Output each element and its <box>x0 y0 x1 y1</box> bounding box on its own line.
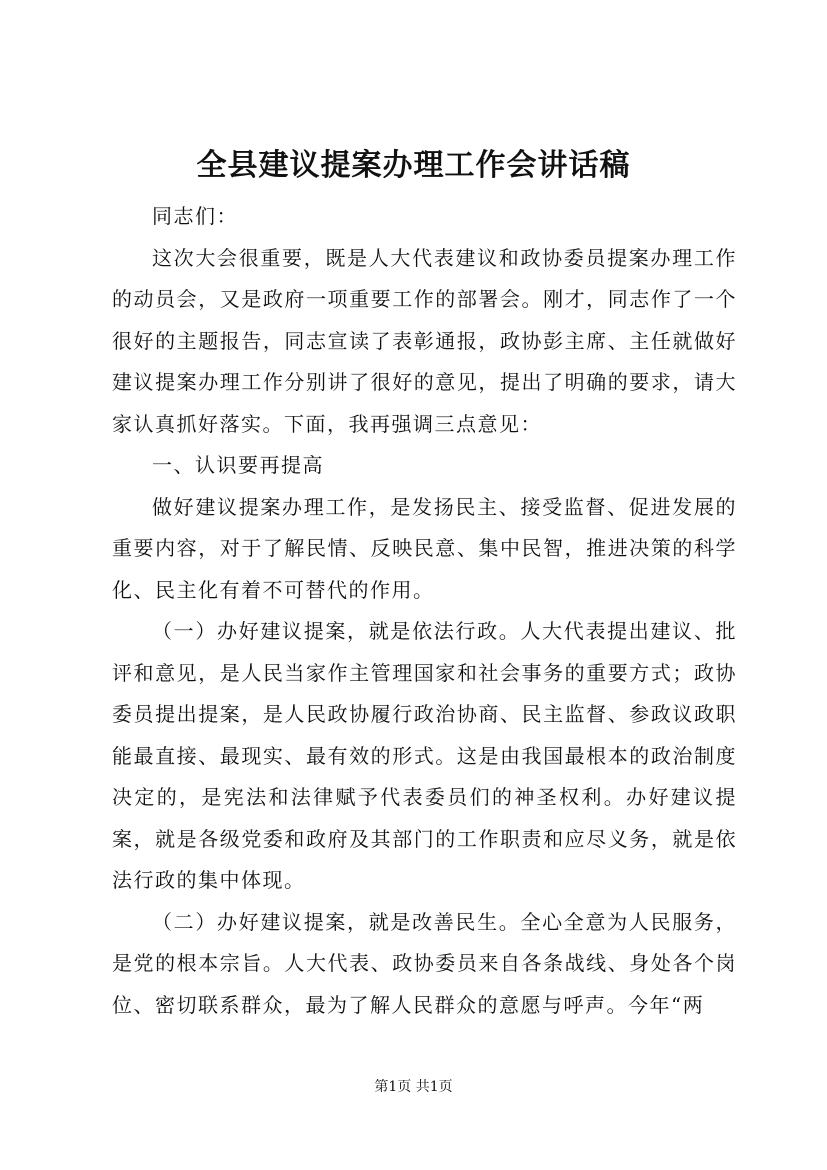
salutation-paragraph: 同志们： <box>152 204 238 228</box>
body-paragraph: （一）办好建议提案，就是依法行政。人大代表提出建议、批评和意见，是人民当家作主管理国家和社会事务的重要方式；政协委员提出提案，是人民政协履行政治协商、民主监督、参政议政职能最直接、最现实、最有效的形式。这是由我国最根本的政治制度决定的，是宪法和法律赋予代表委员们的神圣权利。办好建议提案，就是各级党委和政府及其部门的工作职责和应尽义务，就是依法行政的集中体现。 <box>112 619 737 892</box>
body-paragraph: 这次大会很重要，既是人大代表建议和政协委员提案办理工作的动员会，又是政府一项重要工作的部署会。刚才，同志作了一个很好的主题报告，同志宣读了表彰通报，政协彭主席、主任就做好建议提案办理工作分别讲了很好的意见，提出了明确的要求，请大家认真抓好落实。下面，我再强调三点意见： <box>112 245 737 436</box>
document-title: 全县建议提案办理工作会讲话稿 <box>196 148 631 183</box>
page-footer: 第1页 共1页 <box>374 1079 453 1095</box>
body-paragraph: 做好建议提案办理工作，是发扬民主、接受监督、促进发展的重要内容，对于了解民情、反映民意、集中民智，推进决策的科学化、民主化有着不可替代的作用。 <box>112 494 737 602</box>
document-body <box>112 196 737 1026</box>
section-heading: 一、认识要再提高 <box>152 453 324 477</box>
body-paragraph: （二）办好建议提案，就是改善民生。全心全意为人民服务，是党的根本宗旨。人大代表、政协委员来自各条战线、身处各个岗位、密切联系群众，最为了解人民群众的意愿与呼声。今年“两 <box>112 909 737 1017</box>
